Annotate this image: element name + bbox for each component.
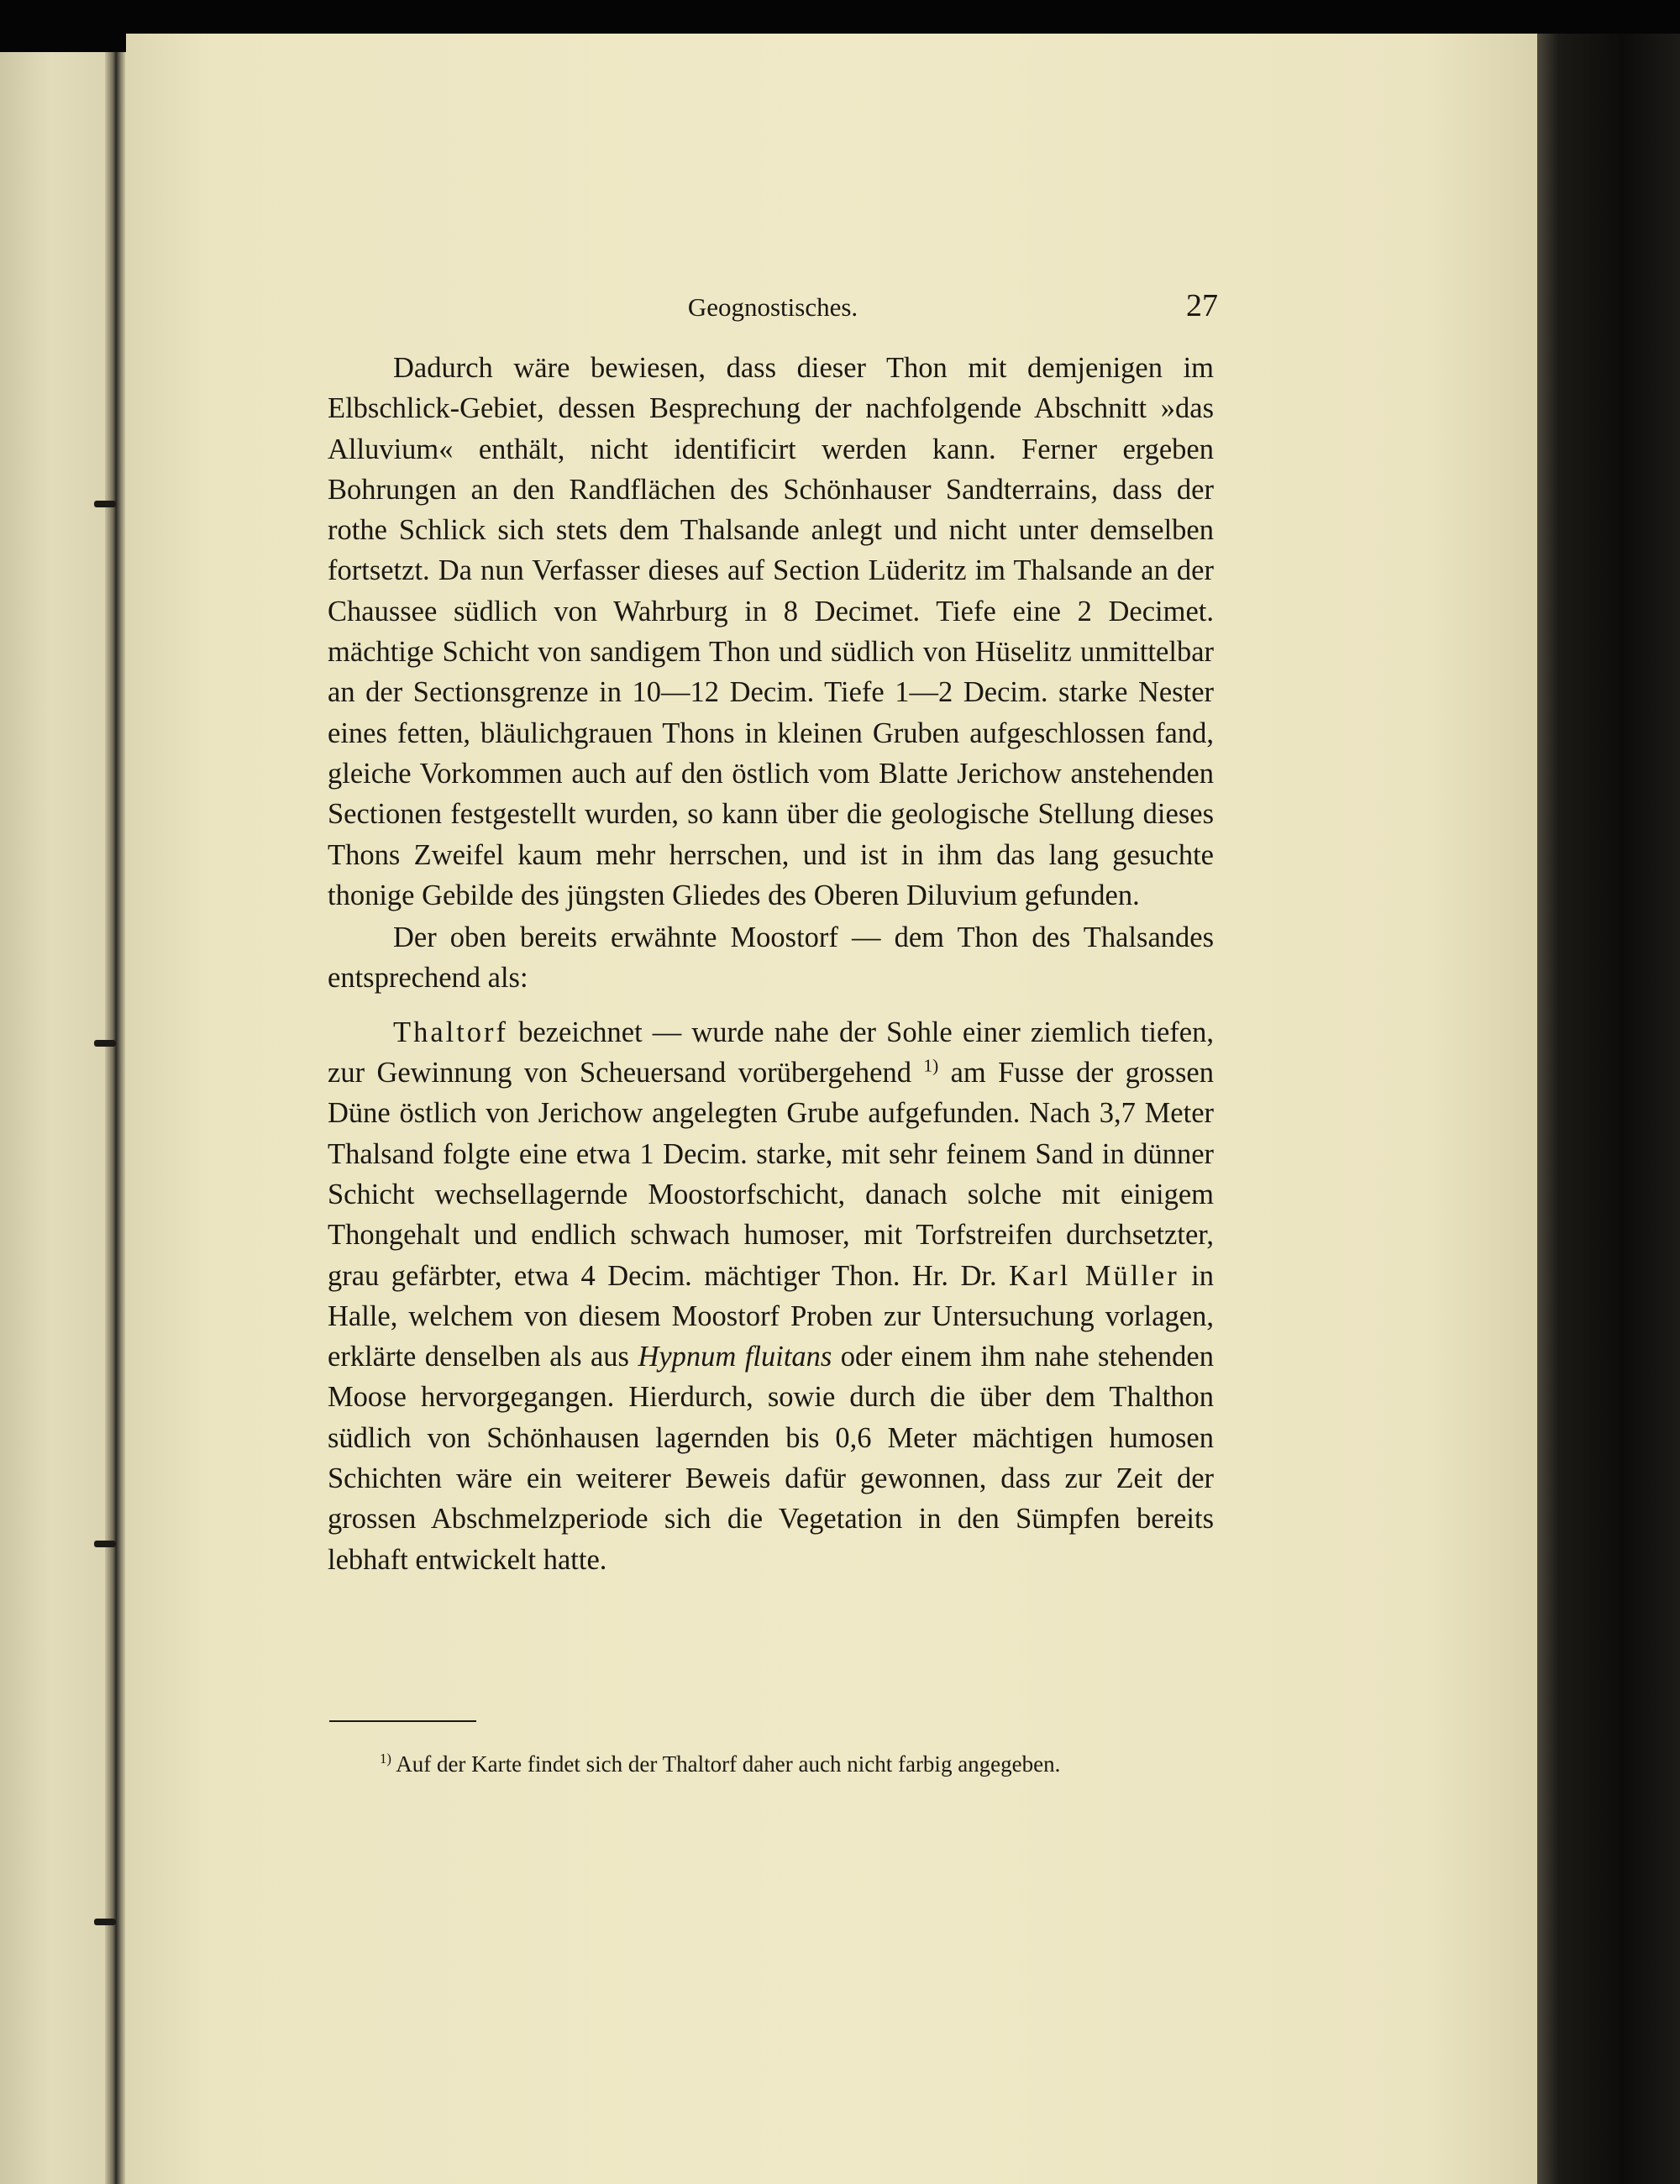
term-thaltorf: Thaltorf: [393, 1016, 509, 1048]
footnote-divider: [329, 1720, 476, 1722]
species-name: Hypnum fluitans: [638, 1341, 832, 1373]
page-number: 27: [1186, 288, 1218, 323]
person-name: Karl Müller: [1009, 1259, 1179, 1292]
paragraph-text: in Halle, welchem von diesem Moostorf Proben zur Untersuchung vorlagen, erklärte denselben als aus: [328, 1259, 1214, 1373]
binding-stitch: [94, 1040, 116, 1047]
binding-stitch: [94, 1919, 116, 1925]
footnote-text: Auf der Karte findet sich der Thaltorf daher auch nicht farbig angegeben.: [391, 1751, 1061, 1777]
footnote-mark: 1): [380, 1751, 391, 1767]
body-text: [328, 348, 1214, 1580]
footnote-reference: 1): [923, 1055, 939, 1076]
binding-stitch: [94, 501, 116, 507]
footnote: [380, 1751, 1220, 1777]
paragraph: Der oben bereits erwähnte Moostorf — dem Thon des Thalsandes entsprechend als:: [328, 921, 1214, 995]
running-head: Geognostisches.: [687, 292, 858, 322]
paragraph-text: bezeichnet — wurde nahe der Sohle einer ziemlich tiefen, zur Gewinnung von Scheuersand vorübergehend: [328, 1016, 1214, 1089]
paragraph: [328, 1012, 1214, 1580]
book-cover-edge: [1537, 34, 1680, 2184]
page-header: [328, 284, 1218, 334]
binding-stitch: [94, 1541, 116, 1547]
paragraph: Dadurch wäre bewiesen, dass dieser Thon mit demjenigen im Elbschlick-Gebiet, dessen Besprechung der nachfolgende Abschnitt »das Alluvium« enthält, nicht identificirt werden kann. Ferner ergeben Bohrungen an den Randflächen des Schönhauser Sandterrains, dass der rothe Schlick sich stets dem Thalsande anlegt und nicht unter demselben fortsetzt. Da nun Verfasser dieses auf Section Lüderitz im Thalsande an der Chaussee südlich von Wahrburg in 8 Decimet. Tiefe eine 2 Decimet. mächtige Schicht von sandigem Thon und südlich von Hüselitz unmittelbar an der Sectionsgrenze in 10—12 Decim. Tiefe 1—2 Decim. starke Nester eines fetten, bläulichgrauen Thons in kleinen Gruben aufgeschlossen fand, gleiche Vorkommen auch auf den östlich vom Blatte Jerichow anstehenden Sectionen festgestellt wurden, so kann über die geologische Stellung dieses Thons Zweifel kaum mehr herrschen, und ist in ihm das lang gesuchte thonige Gebilde des jüngsten Gliedes des Oberen Diluvium gefunden.: [328, 352, 1214, 911]
paragraph-text: am Fusse der grossen Düne östlich von Jerichow angelegten Grube aufgefunden. Nach 3,7 Meter Thalsand folgte eine etwa 1 Decim. starke, mit sehr feinem Sand in dünner Schicht wechsellagernde Moostorfschicht, danach solche mit einigem Thongehalt und endlich schwach humoser, mit Torfstreifen durchsetzter, grau gefärbter, etwa 4 Decim. mächtiger Thon. Hr. Dr.: [328, 1057, 1214, 1292]
book-binding: [105, 52, 125, 2184]
paragraph-text: oder einem ihm nahe stehenden Moose hervorgegangen. Hierdurch, sowie durch die über dem Thalthon südlich von Schönhausen lagernden bis 0,6 Meter mächtigen humosen Schichten wäre ein weiterer Beweis dafür gewonnen, dass zur Zeit der grossen Abschmelzperiode sich die Vegetation in den Sümpfen bereits lebhaft entwickelt hatte.: [328, 1341, 1214, 1576]
